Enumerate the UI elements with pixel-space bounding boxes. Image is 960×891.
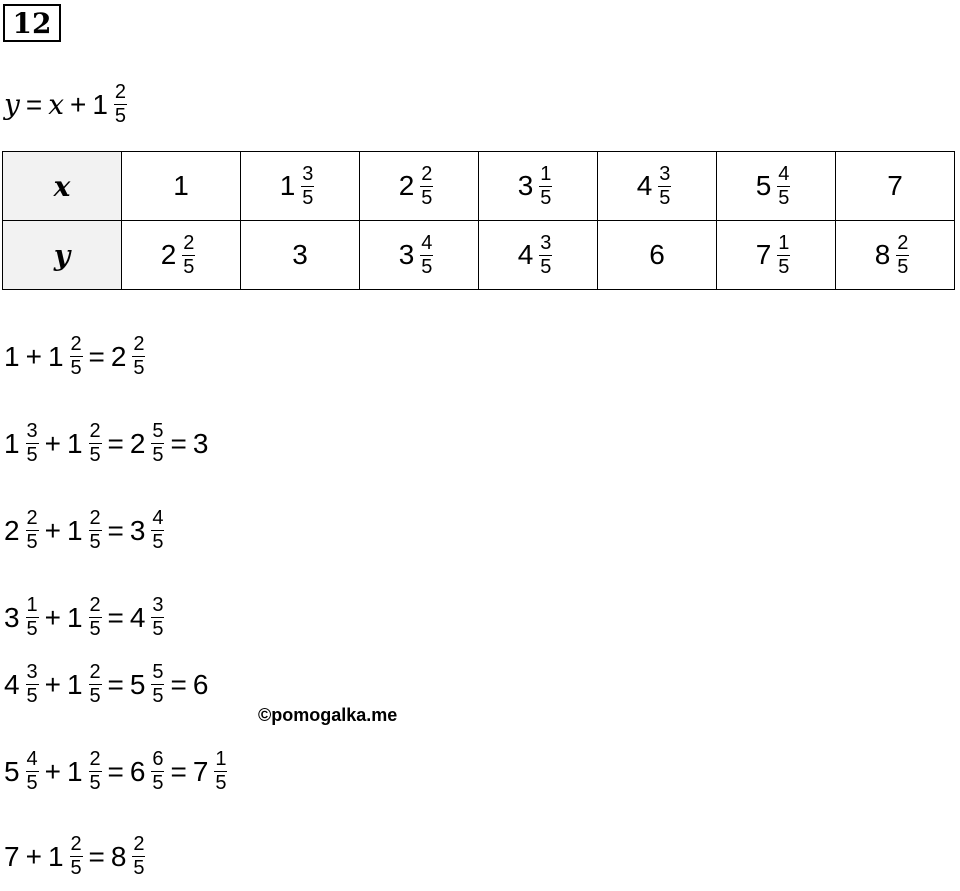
whole-part: 4 [517, 239, 534, 270]
whole-part: 2 [160, 239, 177, 270]
fraction [26, 595, 39, 640]
x-cell [241, 152, 360, 221]
denominator: 5 [540, 255, 552, 278]
fraction [420, 233, 433, 278]
formula-numerator: 2 [114, 81, 126, 103]
fraction [896, 233, 909, 278]
numerator: 2 [89, 594, 101, 616]
denominator: 5 [89, 444, 101, 466]
fraction [89, 749, 102, 794]
cell-value [649, 239, 665, 271]
numerator: 4 [778, 162, 790, 185]
calc-token: = [107, 514, 124, 546]
fraction [26, 421, 39, 466]
fraction [89, 662, 102, 707]
denominator: 5 [215, 772, 227, 794]
fraction [420, 164, 433, 209]
fraction [214, 749, 227, 794]
fraction [777, 164, 790, 209]
numerator: 2 [26, 507, 38, 529]
cell-value [887, 170, 903, 202]
calc-token: + [44, 514, 61, 546]
denominator: 5 [89, 685, 101, 707]
denominator: 5 [778, 255, 790, 278]
denominator: 5 [152, 772, 164, 794]
denominator: 5 [152, 531, 164, 553]
fraction [70, 834, 83, 879]
whole-part: 5 [755, 170, 772, 201]
y-header: y [3, 221, 122, 290]
denominator: 5 [152, 444, 164, 466]
whole-part: 3 [398, 239, 415, 270]
formula-whole: 1 [92, 88, 108, 120]
calc-token: = [170, 755, 187, 787]
calc-token: 1 [66, 668, 83, 700]
numerator: 5 [152, 420, 164, 442]
denominator: 5 [26, 618, 38, 640]
calc-token: 5 [129, 668, 146, 700]
y-cell [836, 221, 955, 290]
x-cell [479, 152, 598, 221]
denominator: 5 [26, 444, 38, 466]
denominator: 5 [89, 531, 101, 553]
y-cell [241, 221, 360, 290]
numerator: 4 [421, 231, 433, 254]
calc-token: = [107, 427, 124, 459]
denominator: 5 [70, 357, 82, 379]
calc-token: 1 [47, 840, 64, 872]
numerator: 3 [659, 162, 671, 185]
calc-token: 1 [66, 427, 83, 459]
task-number: 12 [3, 4, 61, 42]
numerator: 1 [540, 162, 552, 185]
cell-value [875, 233, 916, 278]
calc-token: + [44, 755, 61, 787]
y-cell [717, 221, 836, 290]
formula-plus: + [69, 88, 87, 120]
fraction [777, 233, 790, 278]
denominator: 5 [152, 618, 164, 640]
fraction [182, 233, 195, 278]
whole-part: 6 [649, 239, 665, 270]
whole-part: 4 [636, 170, 653, 201]
fraction [151, 662, 164, 707]
denominator: 5 [89, 772, 101, 794]
numerator: 5 [152, 661, 164, 683]
denominator: 5 [540, 186, 552, 209]
calc-line [4, 421, 214, 466]
y-cell [598, 221, 717, 290]
calc-line [4, 334, 151, 379]
denominator: 5 [133, 357, 145, 379]
numerator: 2 [421, 162, 433, 185]
denominator: 5 [133, 857, 145, 879]
calc-token: 3 [129, 514, 146, 546]
numerator: 2 [89, 748, 101, 770]
calc-token: 4 [129, 601, 146, 633]
denominator: 5 [183, 255, 195, 278]
fraction [658, 164, 671, 209]
whole-part: 7 [887, 170, 903, 201]
denominator: 5 [302, 186, 314, 209]
calc-token: = [88, 340, 105, 372]
fraction [70, 334, 83, 379]
calc-token: = [170, 668, 187, 700]
whole-part: 2 [398, 170, 415, 201]
y-cell [360, 221, 479, 290]
cell-value [399, 233, 440, 278]
denominator: 5 [26, 531, 38, 553]
calc-token: 6 [129, 755, 146, 787]
formula-eq: = [25, 88, 43, 120]
numerator: 3 [152, 594, 164, 616]
calc-token: 1 [4, 340, 20, 372]
calc-token: + [44, 668, 61, 700]
x-cell [836, 152, 955, 221]
numerator: 2 [133, 833, 145, 855]
watermark: ©pomogalka.me [258, 705, 398, 725]
cell-value [399, 164, 440, 209]
numerator: 1 [215, 748, 227, 770]
calc-token: 7 [192, 755, 209, 787]
fraction [26, 508, 39, 553]
cell-value [173, 170, 189, 202]
numerator: 1 [26, 594, 38, 616]
fraction [89, 508, 102, 553]
fraction [539, 164, 552, 209]
calc-token: 2 [110, 340, 127, 372]
fraction [89, 595, 102, 640]
calc-token: 8 [110, 840, 127, 872]
cell-value [280, 164, 321, 209]
numerator: 2 [89, 507, 101, 529]
calc-line [4, 834, 151, 879]
calc-line [4, 595, 170, 640]
fraction [539, 233, 552, 278]
calc-token: 2 [4, 514, 20, 546]
numerator: 2 [89, 420, 101, 442]
calc-token: = [170, 427, 187, 459]
cell-value [637, 164, 678, 209]
value-table [2, 151, 955, 290]
fraction [132, 334, 145, 379]
calc-line [4, 749, 233, 794]
fraction [301, 164, 314, 209]
denominator: 5 [897, 255, 909, 278]
y-cell [479, 221, 598, 290]
cell-value [756, 233, 797, 278]
calc-token: 1 [47, 340, 64, 372]
fraction [26, 749, 39, 794]
calc-token: 1 [66, 755, 83, 787]
numerator: 2 [897, 231, 909, 254]
numerator: 2 [70, 333, 82, 355]
calc-token: 3 [4, 601, 20, 633]
fraction [132, 834, 145, 879]
x-cell [598, 152, 717, 221]
cell-value [756, 164, 797, 209]
denominator: 5 [152, 685, 164, 707]
calc-token: 1 [66, 514, 83, 546]
calc-token: 4 [4, 668, 20, 700]
whole-part: 1 [279, 170, 296, 201]
calc-token: + [25, 340, 42, 372]
numerator: 2 [89, 661, 101, 683]
fraction [151, 749, 164, 794]
fraction [26, 662, 39, 707]
numerator: 3 [302, 162, 314, 185]
numerator: 4 [26, 748, 38, 770]
y-cell [122, 221, 241, 290]
denominator: 5 [778, 186, 790, 209]
calc-token: 7 [4, 840, 20, 872]
calc-token: = [107, 601, 124, 633]
x-cell [122, 152, 241, 221]
calc-token: 2 [129, 427, 146, 459]
whole-part: 7 [755, 239, 772, 270]
cell-value [292, 239, 308, 271]
calc-line [4, 662, 214, 707]
calc-token: 3 [192, 427, 209, 459]
whole-part: 3 [292, 239, 308, 270]
denominator: 5 [26, 685, 38, 707]
x-row [3, 152, 955, 221]
fraction [151, 595, 164, 640]
fraction [89, 421, 102, 466]
denominator: 5 [89, 618, 101, 640]
numerator: 3 [540, 231, 552, 254]
formula-lhs: y [4, 88, 20, 121]
denominator: 5 [70, 857, 82, 879]
fraction [151, 508, 164, 553]
calc-line [4, 508, 170, 553]
y-row [3, 221, 955, 290]
numerator: 6 [152, 748, 164, 770]
whole-part: 3 [517, 170, 534, 201]
calc-token: + [25, 840, 42, 872]
cell-value [518, 164, 559, 209]
whole-part: 1 [173, 170, 189, 201]
calc-token: = [107, 668, 124, 700]
calc-token: 5 [4, 755, 20, 787]
x-header: x [3, 152, 122, 221]
denominator: 5 [659, 186, 671, 209]
formula-fraction [114, 82, 127, 127]
fraction [151, 421, 164, 466]
calc-token: + [44, 427, 61, 459]
numerator: 3 [26, 420, 38, 442]
x-cell [360, 152, 479, 221]
calc-token: 6 [192, 668, 209, 700]
formula-denominator: 5 [114, 105, 126, 127]
calc-token: = [88, 840, 105, 872]
calc-token: 1 [66, 601, 83, 633]
calc-token: + [44, 601, 61, 633]
calc-token: 1 [4, 427, 20, 459]
formula-var: x [48, 88, 64, 121]
numerator: 2 [70, 833, 82, 855]
denominator: 5 [421, 186, 433, 209]
numerator: 3 [26, 661, 38, 683]
whole-part: 8 [874, 239, 891, 270]
denominator: 5 [421, 255, 433, 278]
numerator: 1 [778, 231, 790, 254]
numerator: 4 [152, 507, 164, 529]
numerator: 2 [183, 231, 195, 254]
calc-token: = [107, 755, 124, 787]
denominator: 5 [26, 772, 38, 794]
cell-value [518, 233, 559, 278]
formula [4, 82, 133, 127]
numerator: 2 [133, 333, 145, 355]
cell-value [161, 233, 202, 278]
x-cell [717, 152, 836, 221]
